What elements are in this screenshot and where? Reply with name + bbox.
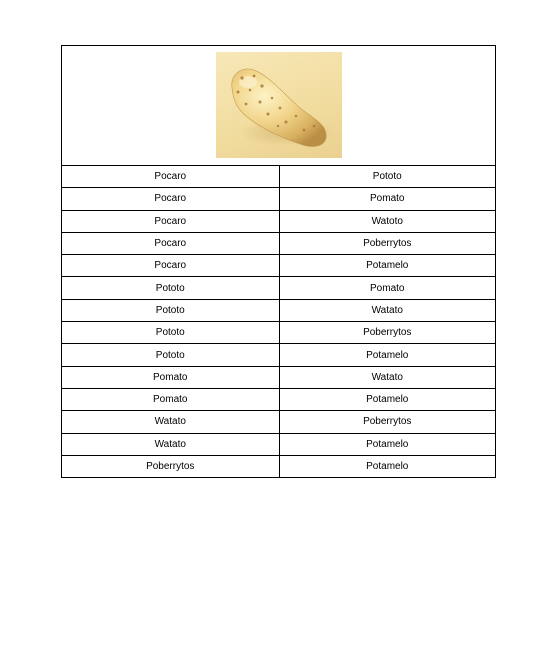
pairs-sheet (61, 45, 496, 478)
pair-first-cell: Pocaro (62, 232, 279, 254)
table-row (62, 388, 495, 410)
pair-first-cell: Pototo (62, 277, 279, 299)
pair-second-cell: Pototo (279, 166, 495, 188)
pair-second-cell: Potamelo (279, 388, 495, 410)
table-row (62, 277, 495, 299)
pair-first-cell: Poberrytos (62, 455, 279, 477)
pair-second-cell: Poberrytos (279, 411, 495, 433)
image-cell (62, 46, 495, 166)
pair-second-cell: Potamelo (366, 461, 409, 472)
table-row (62, 322, 495, 344)
pairs-table (62, 166, 495, 477)
potato-photo (216, 52, 342, 158)
pair-second-cell: Poberrytos (279, 232, 495, 254)
pair-first-cell: Watato (62, 433, 279, 455)
pair-first-cell: Pocaro (62, 166, 279, 188)
pair-second-cell: Potamelo (279, 344, 495, 366)
pair-second-cell: Pomato (279, 277, 495, 299)
pair-second-cell: Poberrytos (279, 322, 495, 344)
pair-second-cell: Potamelo (279, 255, 495, 277)
table-row (62, 366, 495, 388)
table-row (62, 232, 495, 254)
table-row (62, 210, 495, 232)
table-row (62, 255, 495, 277)
table-row (62, 166, 495, 188)
pair-first-cell: Pomato (62, 388, 279, 410)
potato-icon (216, 52, 342, 158)
table-row (62, 433, 495, 455)
pair-second-cell: Watato (279, 299, 495, 321)
pair-first-cell: Pocaro (62, 255, 279, 277)
pair-first-cell: Pototo (62, 322, 279, 344)
pair-second-cell: Potamelo (279, 433, 495, 455)
pair-second-cell: Pomato (279, 188, 495, 210)
pair-first-cell: Watato (62, 411, 279, 433)
table-row (62, 455, 495, 477)
table-row (62, 188, 495, 210)
pair-second-cell: Watoto (279, 210, 495, 232)
pair-first-cell: Pototo (62, 344, 279, 366)
table-row (62, 411, 495, 433)
table-row (62, 299, 495, 321)
pair-first-cell: Pototo (62, 299, 279, 321)
pair-second-cell: Watato (279, 366, 495, 388)
pair-first-cell: Pomato (62, 366, 279, 388)
table-row (62, 344, 495, 366)
pair-first-cell: Pocaro (62, 188, 279, 210)
pair-first-cell: Pocaro (62, 210, 279, 232)
